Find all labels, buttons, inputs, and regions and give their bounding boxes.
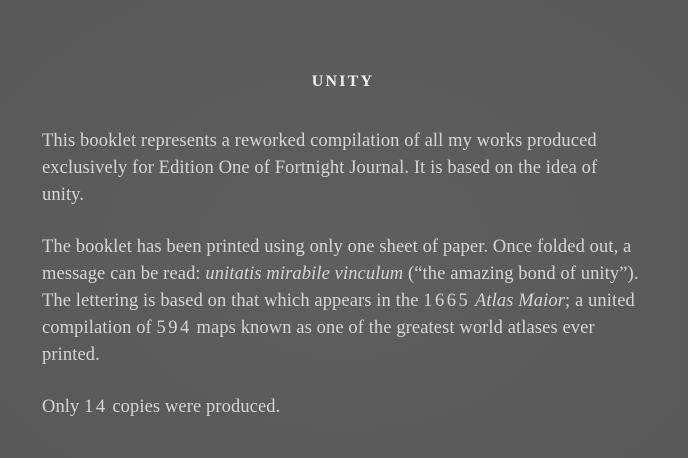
text-segment-normal: Only	[42, 397, 85, 418]
paragraph	[42, 234, 644, 368]
text-segment-normal: copies were produced.	[107, 397, 281, 418]
text-segment-normal: (“the amazing bond of unity”). The lettering is based on that which appears in the	[42, 264, 639, 311]
text-segment-normal: The booklet has been printed using only one sheet of paper. Once folded out, a message can be read:	[42, 237, 632, 285]
text-segment-number: 14	[84, 397, 108, 418]
text-segment-normal: This booklet represents a reworked compilation of all my works produced exclusively for Edition One of Fortnight Journal. It is based on the idea of unity.	[42, 131, 598, 205]
text-segment-number: 594	[156, 317, 192, 338]
paragraph	[42, 394, 644, 421]
text-segment-number: 1665	[423, 290, 471, 311]
paragraph	[42, 128, 644, 208]
text-segment-normal: ; a united compilation of	[42, 290, 635, 338]
text-segment-italic: Atlas Maior	[475, 290, 566, 311]
body-text	[42, 128, 644, 421]
page-title: UNITY	[311, 73, 375, 90]
text-segment-normal: maps known as one of the greatest world atlases ever printed.	[42, 317, 595, 365]
text-segment-italic: unitatis mirabile vinculum	[205, 264, 404, 285]
